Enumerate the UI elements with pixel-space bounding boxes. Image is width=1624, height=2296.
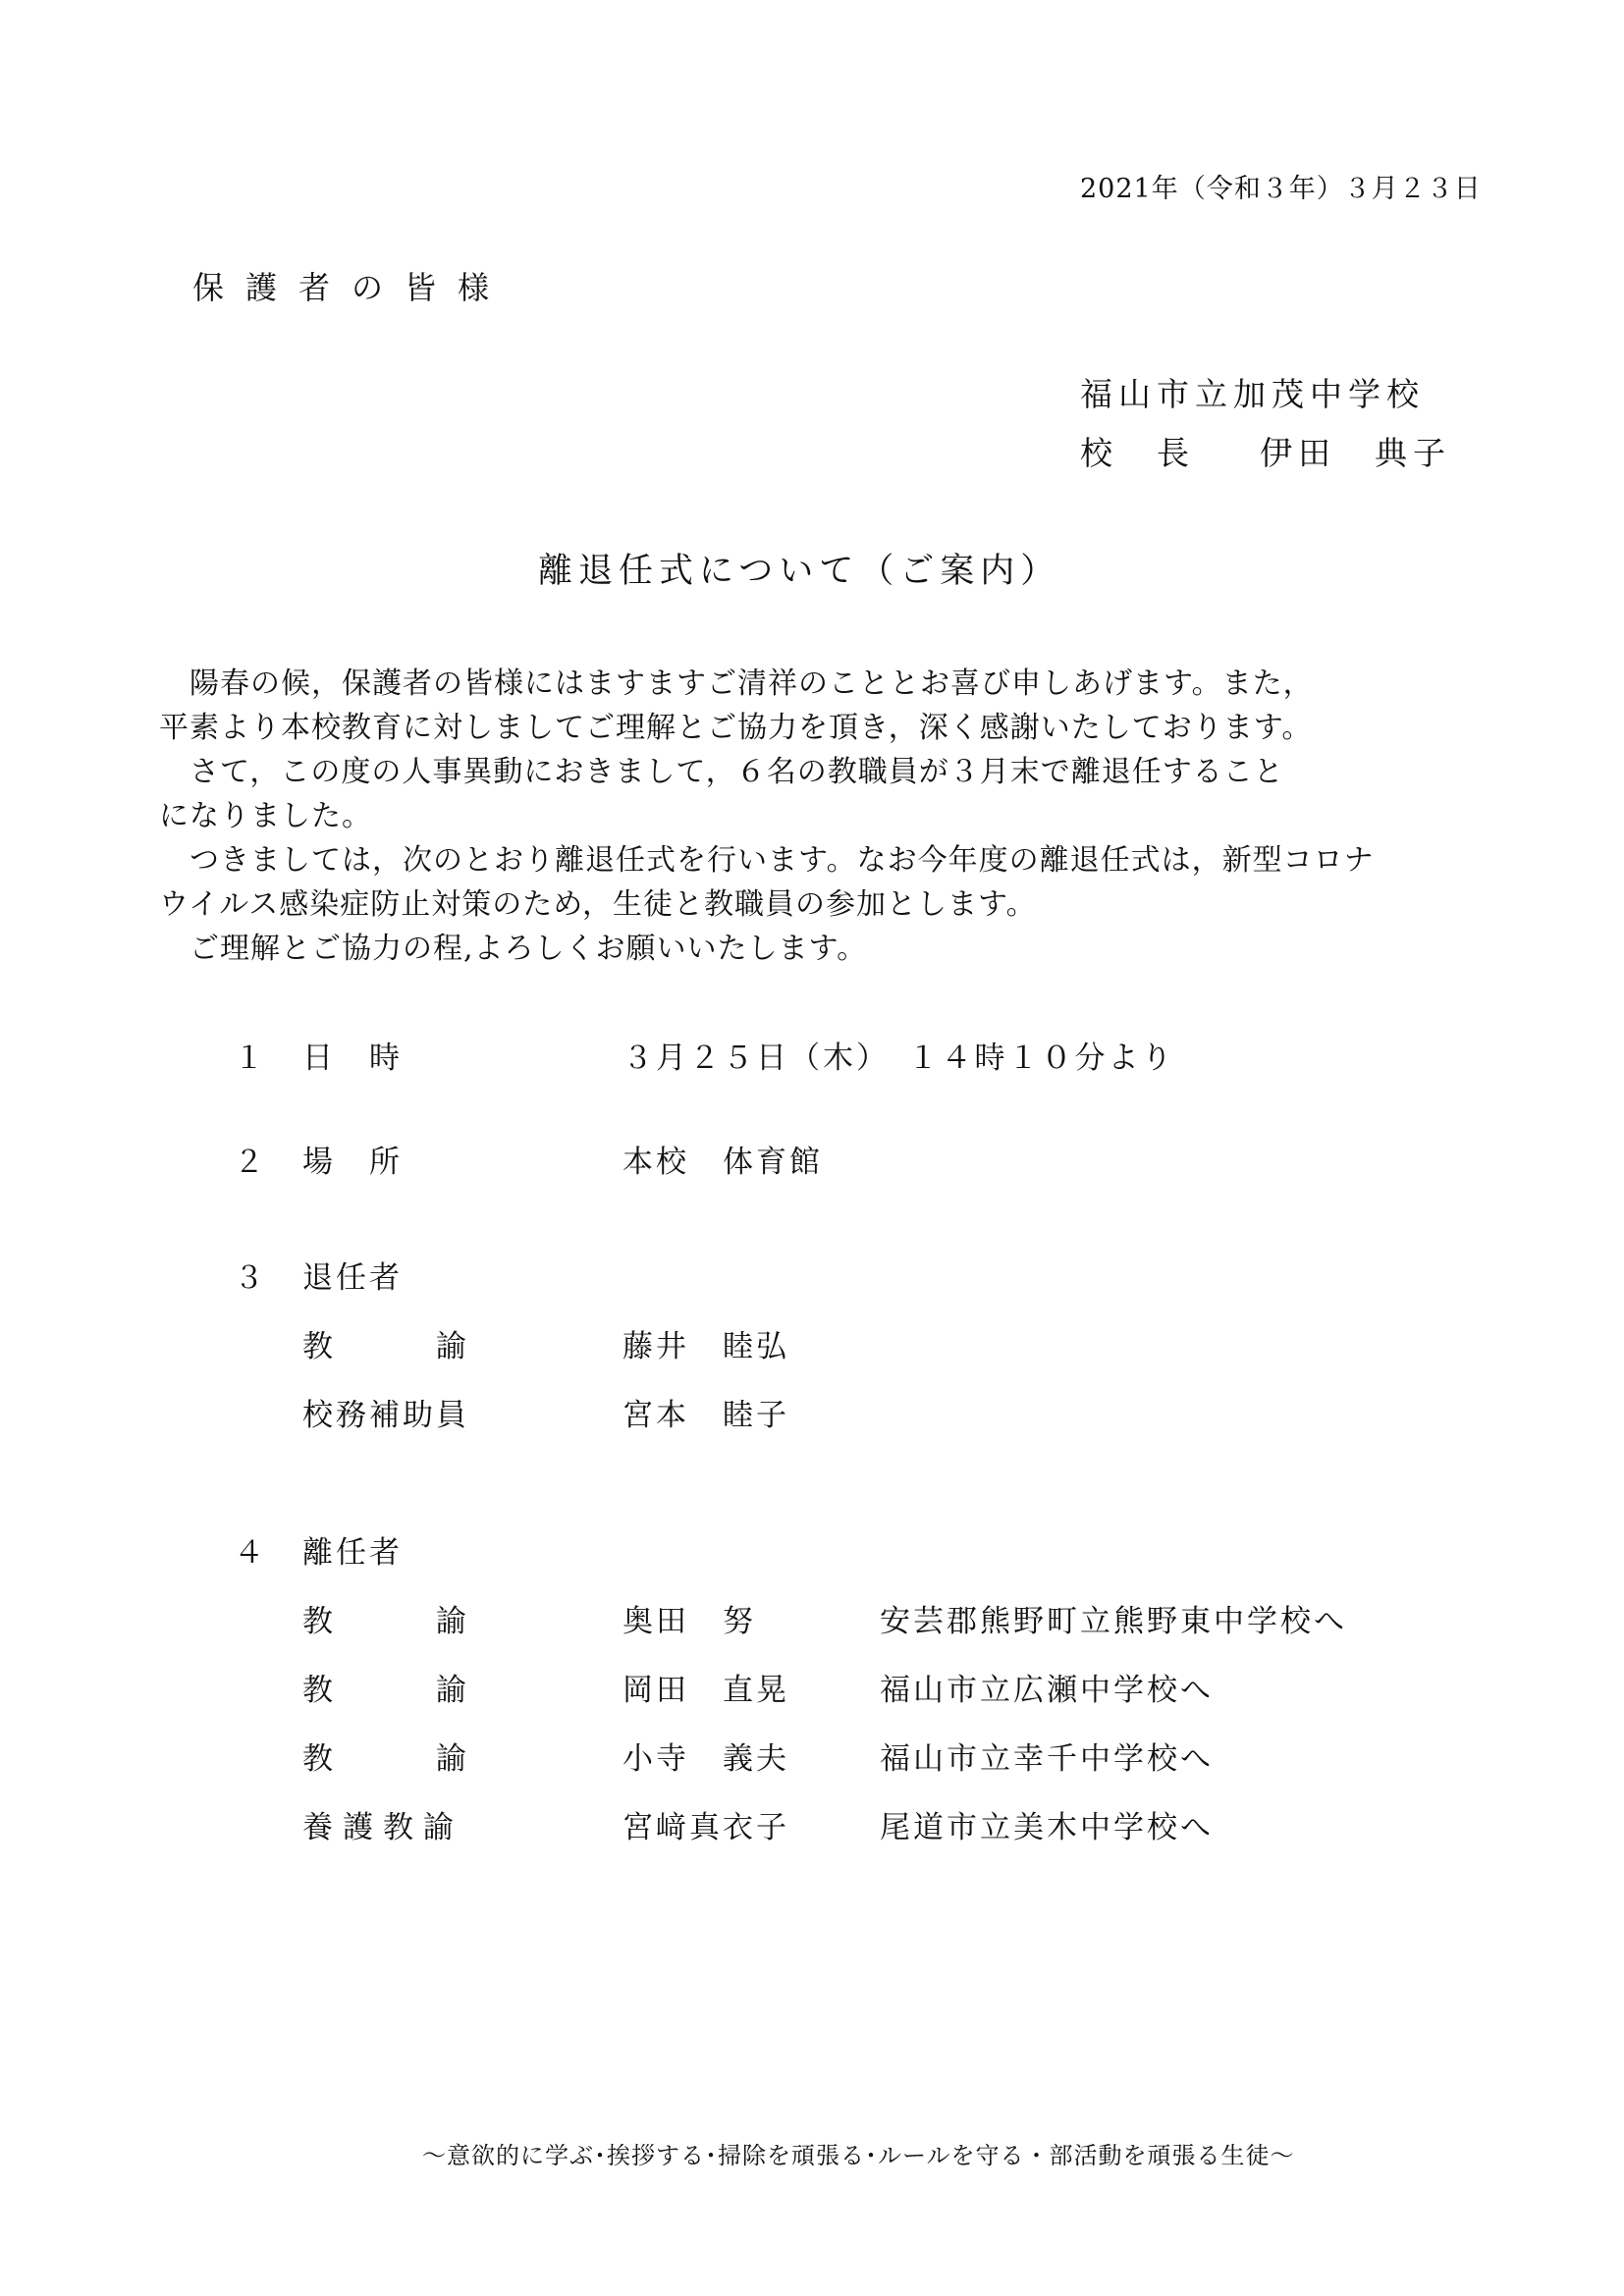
item-label: 離任者 [302, 1535, 403, 1571]
staff-role: 養護教諭 [302, 1810, 463, 1845]
staff-destination: 尾道市立美木中学校へ [880, 1810, 1214, 1845]
body-line: さて，この度の人事異動におきまして，６名の教職員が３月末で離退任すること [159, 755, 1284, 789]
item-number: ２ [234, 1145, 267, 1180]
staff-name: 宮本 睦子 [623, 1398, 789, 1433]
body-line: になりました。 [159, 799, 372, 833]
staff-destination: 福山市立幸千中学校へ [880, 1741, 1214, 1777]
item-number: １ [234, 1041, 267, 1076]
school-motto: ～意欲的に学ぶ･挨拶する･掃除を頑張る･ルールを守る・部活動を頑張る生徒～ [422, 2142, 1295, 2169]
item-label: 日 時 [302, 1041, 403, 1076]
principal-title: 校 長 [1080, 434, 1195, 472]
item-label: 場 所 [302, 1145, 403, 1180]
item-number: ３ [234, 1260, 267, 1296]
staff-role: 教 諭 [302, 1329, 469, 1364]
item-number: ４ [234, 1535, 267, 1571]
document-title: 離退任式について（ご案内） [538, 552, 1061, 591]
document-date: 2021年（令和３年）３月２３日 [1080, 174, 1482, 204]
event-datetime: ３月２５日（木） １４時１０分より [623, 1041, 1175, 1076]
principal [1080, 428, 1451, 474]
staff-name: 岡田 直晃 [623, 1673, 789, 1708]
staff-destination: 福山市立広瀬中学校へ [880, 1673, 1214, 1708]
body-line: ウイルス感染症防止対策のため，生徒と教職員の参加とします。 [159, 887, 1037, 922]
staff-name: 宮﨑真衣子 [623, 1810, 789, 1845]
staff-name: 藤井 睦弘 [623, 1329, 789, 1364]
principal-name: 伊田 典子 [1259, 434, 1451, 472]
event-place: 本校 体育館 [623, 1145, 823, 1180]
staff-destination: 安芸郡熊野町立熊野東中学校へ [880, 1604, 1347, 1639]
item-label: 退任者 [302, 1260, 403, 1296]
staff-role: 校務補助員 [302, 1398, 469, 1433]
staff-name: 奥田 努 [623, 1604, 756, 1639]
school-name: 福山市立加茂中学校 [1080, 375, 1425, 413]
body-line: つきましては，次のとおり離退任式を行います。なお今年度の離退任式は，新型コロナ [159, 843, 1375, 878]
staff-role: 教 諭 [302, 1673, 469, 1708]
body-line: ご理解とご協力の程,よろしくお願いいたします。 [159, 932, 868, 966]
body-paragraphs [159, 662, 1494, 971]
body-line: 平素より本校教育に対しましてご理解とご協力を頂き，深く感謝いたしております。 [159, 711, 1313, 745]
staff-name: 小寺 義夫 [623, 1741, 789, 1777]
staff-role: 教 諭 [302, 1741, 469, 1777]
body-line: 陽春の候，保護者の皆様にはますますご清祥のこととお喜び申しあげます。また， [159, 667, 1314, 701]
addressee: 保護者の皆様 [192, 269, 512, 306]
staff-role: 教 諭 [302, 1604, 469, 1639]
